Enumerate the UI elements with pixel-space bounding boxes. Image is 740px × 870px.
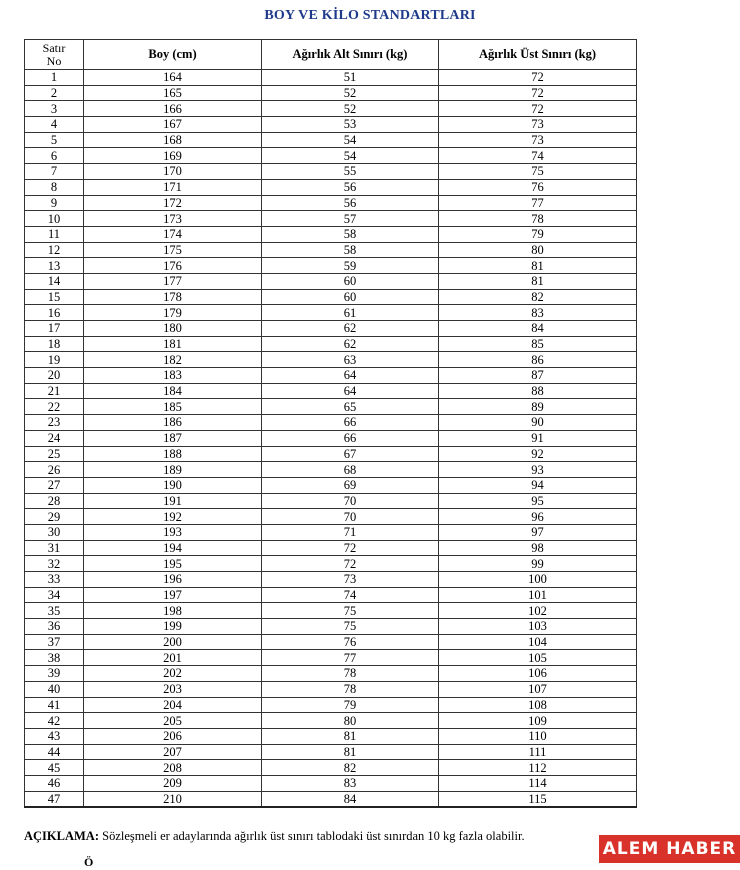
max-weight-cell: 75 (439, 164, 637, 180)
row-no-cell: 21 (25, 383, 84, 399)
min-weight-cell: 77 (262, 650, 439, 666)
row-no-cell: 43 (25, 728, 84, 744)
height-cell: 192 (84, 509, 262, 525)
row-no-cell: 29 (25, 509, 84, 525)
min-weight-cell: 75 (262, 619, 439, 635)
max-weight-cell: 94 (439, 477, 637, 493)
row-no-cell: 7 (25, 164, 84, 180)
height-cell: 198 (84, 603, 262, 619)
row-no-cell: 35 (25, 603, 84, 619)
max-weight-cell: 72 (439, 101, 637, 117)
max-weight-cell: 101 (439, 587, 637, 603)
row-no-cell: 25 (25, 446, 84, 462)
max-weight-cell: 89 (439, 399, 637, 415)
min-weight-cell: 81 (262, 728, 439, 744)
row-no-cell: 34 (25, 587, 84, 603)
height-cell: 177 (84, 273, 262, 289)
height-cell: 197 (84, 587, 262, 603)
table-row (25, 744, 637, 760)
table-row (25, 572, 637, 588)
min-weight-cell: 84 (262, 791, 439, 807)
row-no-cell: 32 (25, 556, 84, 572)
table-row (25, 117, 637, 133)
max-weight-cell: 76 (439, 179, 637, 195)
max-weight-cell: 81 (439, 273, 637, 289)
min-weight-cell: 83 (262, 775, 439, 791)
height-cell: 201 (84, 650, 262, 666)
min-weight-cell: 70 (262, 493, 439, 509)
min-weight-cell: 73 (262, 572, 439, 588)
height-cell: 194 (84, 540, 262, 556)
max-weight-cell: 92 (439, 446, 637, 462)
row-no-cell: 39 (25, 666, 84, 682)
height-cell: 169 (84, 148, 262, 164)
max-weight-cell: 86 (439, 352, 637, 368)
row-no-cell: 41 (25, 697, 84, 713)
table-row (25, 101, 637, 117)
height-cell: 165 (84, 85, 262, 101)
height-cell: 208 (84, 760, 262, 776)
row-no-cell: 46 (25, 775, 84, 791)
height-cell: 202 (84, 666, 262, 682)
max-weight-cell: 110 (439, 728, 637, 744)
min-weight-cell: 67 (262, 446, 439, 462)
row-no-cell: 12 (25, 242, 84, 258)
table-row (25, 681, 637, 697)
max-weight-cell: 102 (439, 603, 637, 619)
max-weight-cell: 109 (439, 713, 637, 729)
height-cell: 179 (84, 305, 262, 321)
min-weight-cell: 76 (262, 634, 439, 650)
max-weight-cell: 82 (439, 289, 637, 305)
row-no-cell: 6 (25, 148, 84, 164)
height-cell: 205 (84, 713, 262, 729)
min-weight-cell: 72 (262, 540, 439, 556)
row-no-cell: 28 (25, 493, 84, 509)
table-row (25, 289, 637, 305)
table-row (25, 713, 637, 729)
row-no-cell: 45 (25, 760, 84, 776)
height-cell: 203 (84, 681, 262, 697)
table-row (25, 556, 637, 572)
alem-haber-watermark: ALEM HABER (599, 835, 740, 863)
table-row (25, 179, 637, 195)
row-no-cell: 40 (25, 681, 84, 697)
table-row (25, 352, 637, 368)
height-cell: 176 (84, 258, 262, 274)
table-row (25, 666, 637, 682)
table-row (25, 148, 637, 164)
table-header-row (25, 40, 637, 70)
table-row (25, 524, 637, 540)
min-weight-cell: 79 (262, 697, 439, 713)
min-weight-cell: 51 (262, 70, 439, 86)
min-weight-cell: 66 (262, 430, 439, 446)
min-weight-cell: 55 (262, 164, 439, 180)
table-row (25, 164, 637, 180)
row-no-cell: 23 (25, 415, 84, 431)
height-cell: 191 (84, 493, 262, 509)
header-max-weight: Ağırlık Üst Sınırı (kg) (439, 40, 637, 70)
height-cell: 196 (84, 572, 262, 588)
max-weight-cell: 96 (439, 509, 637, 525)
height-cell: 206 (84, 728, 262, 744)
min-weight-cell: 53 (262, 117, 439, 133)
min-weight-cell: 75 (262, 603, 439, 619)
height-cell: 187 (84, 430, 262, 446)
table-row (25, 258, 637, 274)
max-weight-cell: 72 (439, 85, 637, 101)
max-weight-cell: 108 (439, 697, 637, 713)
min-weight-cell: 59 (262, 258, 439, 274)
row-no-cell: 11 (25, 226, 84, 242)
min-weight-cell: 78 (262, 666, 439, 682)
table-row (25, 791, 637, 807)
table-row (25, 368, 637, 384)
table-row (25, 415, 637, 431)
height-cell: 180 (84, 321, 262, 337)
row-no-cell: 10 (25, 211, 84, 227)
min-weight-cell: 71 (262, 524, 439, 540)
height-cell: 164 (84, 70, 262, 86)
min-weight-cell: 57 (262, 211, 439, 227)
row-no-cell: 1 (25, 70, 84, 86)
table-row (25, 462, 637, 478)
row-no-cell: 26 (25, 462, 84, 478)
height-cell: 184 (84, 383, 262, 399)
min-weight-cell: 66 (262, 415, 439, 431)
row-no-cell: 22 (25, 399, 84, 415)
max-weight-cell: 97 (439, 524, 637, 540)
row-no-cell: 13 (25, 258, 84, 274)
min-weight-cell: 72 (262, 556, 439, 572)
max-weight-cell: 83 (439, 305, 637, 321)
min-weight-cell: 64 (262, 383, 439, 399)
note-label: AÇIKLAMA: (24, 829, 99, 843)
height-cell: 178 (84, 289, 262, 305)
row-no-cell: 27 (25, 477, 84, 493)
max-weight-cell: 98 (439, 540, 637, 556)
height-cell: 199 (84, 619, 262, 635)
min-weight-cell: 56 (262, 195, 439, 211)
table-row (25, 70, 637, 86)
row-no-cell: 9 (25, 195, 84, 211)
min-weight-cell: 54 (262, 132, 439, 148)
height-cell: 186 (84, 415, 262, 431)
height-cell: 167 (84, 117, 262, 133)
max-weight-cell: 103 (439, 619, 637, 635)
max-weight-cell: 104 (439, 634, 637, 650)
table-row (25, 132, 637, 148)
min-weight-cell: 62 (262, 321, 439, 337)
row-no-cell: 38 (25, 650, 84, 666)
cut-off-text: Ö (84, 855, 94, 869)
table-row (25, 619, 637, 635)
min-weight-cell: 52 (262, 101, 439, 117)
row-no-cell: 37 (25, 634, 84, 650)
max-weight-cell: 90 (439, 415, 637, 431)
min-weight-cell: 56 (262, 179, 439, 195)
max-weight-cell: 100 (439, 572, 637, 588)
height-cell: 188 (84, 446, 262, 462)
table-row (25, 211, 637, 227)
max-weight-cell: 111 (439, 744, 637, 760)
height-cell: 189 (84, 462, 262, 478)
height-cell: 174 (84, 226, 262, 242)
max-weight-cell: 106 (439, 666, 637, 682)
max-weight-cell: 88 (439, 383, 637, 399)
height-cell: 181 (84, 336, 262, 352)
max-weight-cell: 85 (439, 336, 637, 352)
min-weight-cell: 60 (262, 289, 439, 305)
table-row (25, 540, 637, 556)
table-row (25, 493, 637, 509)
row-no-cell: 5 (25, 132, 84, 148)
height-cell: 166 (84, 101, 262, 117)
min-weight-cell: 74 (262, 587, 439, 603)
min-weight-cell: 60 (262, 273, 439, 289)
row-no-cell: 42 (25, 713, 84, 729)
height-cell: 168 (84, 132, 262, 148)
height-cell: 172 (84, 195, 262, 211)
table-row (25, 603, 637, 619)
row-no-cell: 30 (25, 524, 84, 540)
height-cell: 209 (84, 775, 262, 791)
max-weight-cell: 73 (439, 132, 637, 148)
max-weight-cell: 93 (439, 462, 637, 478)
min-weight-cell: 61 (262, 305, 439, 321)
table-row (25, 321, 637, 337)
row-no-cell: 44 (25, 744, 84, 760)
max-weight-cell: 77 (439, 195, 637, 211)
row-no-cell: 47 (25, 791, 84, 807)
table-row (25, 305, 637, 321)
height-cell: 170 (84, 164, 262, 180)
row-no-cell: 18 (25, 336, 84, 352)
height-cell: 190 (84, 477, 262, 493)
min-weight-cell: 82 (262, 760, 439, 776)
header-min-weight: Ağırlık Alt Sınırı (kg) (262, 40, 439, 70)
row-no-cell: 14 (25, 273, 84, 289)
table-row (25, 399, 637, 415)
max-weight-cell: 107 (439, 681, 637, 697)
height-cell: 210 (84, 791, 262, 807)
height-cell: 173 (84, 211, 262, 227)
min-weight-cell: 81 (262, 744, 439, 760)
height-weight-table (24, 39, 637, 808)
table-row (25, 634, 637, 650)
max-weight-cell: 81 (439, 258, 637, 274)
table-row (25, 195, 637, 211)
height-cell: 195 (84, 556, 262, 572)
table-row (25, 85, 637, 101)
row-no-cell: 19 (25, 352, 84, 368)
height-cell: 182 (84, 352, 262, 368)
row-no-cell: 31 (25, 540, 84, 556)
max-weight-cell: 95 (439, 493, 637, 509)
height-cell: 175 (84, 242, 262, 258)
document-title: BOY VE KİLO STANDARTLARI (264, 8, 476, 23)
max-weight-cell: 114 (439, 775, 637, 791)
table-row (25, 430, 637, 446)
row-no-cell: 8 (25, 179, 84, 195)
row-no-cell: 36 (25, 619, 84, 635)
row-no-cell: 3 (25, 101, 84, 117)
height-cell: 204 (84, 697, 262, 713)
row-no-cell: 24 (25, 430, 84, 446)
height-cell: 193 (84, 524, 262, 540)
table-row (25, 383, 637, 399)
row-no-cell: 20 (25, 368, 84, 384)
table-row (25, 728, 637, 744)
max-weight-cell: 112 (439, 760, 637, 776)
row-no-cell: 17 (25, 321, 84, 337)
table-row (25, 446, 637, 462)
table-row (25, 775, 637, 791)
min-weight-cell: 70 (262, 509, 439, 525)
table-row (25, 587, 637, 603)
max-weight-cell: 87 (439, 368, 637, 384)
height-cell: 207 (84, 744, 262, 760)
row-no-cell: 4 (25, 117, 84, 133)
min-weight-cell: 65 (262, 399, 439, 415)
explanation-note (24, 829, 525, 844)
min-weight-cell: 80 (262, 713, 439, 729)
min-weight-cell: 52 (262, 85, 439, 101)
min-weight-cell: 69 (262, 477, 439, 493)
min-weight-cell: 58 (262, 242, 439, 258)
min-weight-cell: 64 (262, 368, 439, 384)
row-no-cell: 15 (25, 289, 84, 305)
table-row (25, 226, 637, 242)
row-no-cell: 33 (25, 572, 84, 588)
max-weight-cell: 115 (439, 791, 637, 807)
min-weight-cell: 62 (262, 336, 439, 352)
min-weight-cell: 54 (262, 148, 439, 164)
table-row (25, 650, 637, 666)
table-row (25, 242, 637, 258)
max-weight-cell: 78 (439, 211, 637, 227)
min-weight-cell: 58 (262, 226, 439, 242)
max-weight-cell: 105 (439, 650, 637, 666)
height-cell: 171 (84, 179, 262, 195)
max-weight-cell: 99 (439, 556, 637, 572)
table-row (25, 509, 637, 525)
height-cell: 183 (84, 368, 262, 384)
height-cell: 200 (84, 634, 262, 650)
max-weight-cell: 74 (439, 148, 637, 164)
row-no-cell: 2 (25, 85, 84, 101)
max-weight-cell: 80 (439, 242, 637, 258)
max-weight-cell: 84 (439, 321, 637, 337)
height-cell: 185 (84, 399, 262, 415)
min-weight-cell: 63 (262, 352, 439, 368)
max-weight-cell: 73 (439, 117, 637, 133)
max-weight-cell: 79 (439, 226, 637, 242)
table-row (25, 273, 637, 289)
max-weight-cell: 91 (439, 430, 637, 446)
max-weight-cell: 72 (439, 70, 637, 86)
min-weight-cell: 78 (262, 681, 439, 697)
header-height: Boy (cm) (84, 40, 262, 70)
header-row-no: Satır No (25, 40, 84, 70)
table-row (25, 336, 637, 352)
row-no-cell: 16 (25, 305, 84, 321)
table-row (25, 760, 637, 776)
table-row (25, 477, 637, 493)
note-text: Sözleşmeli er adaylarında ağırlık üst sınırı tablodaki üst sınırdan 10 kg fazla olabilir. (99, 829, 525, 843)
min-weight-cell: 68 (262, 462, 439, 478)
table-row (25, 697, 637, 713)
